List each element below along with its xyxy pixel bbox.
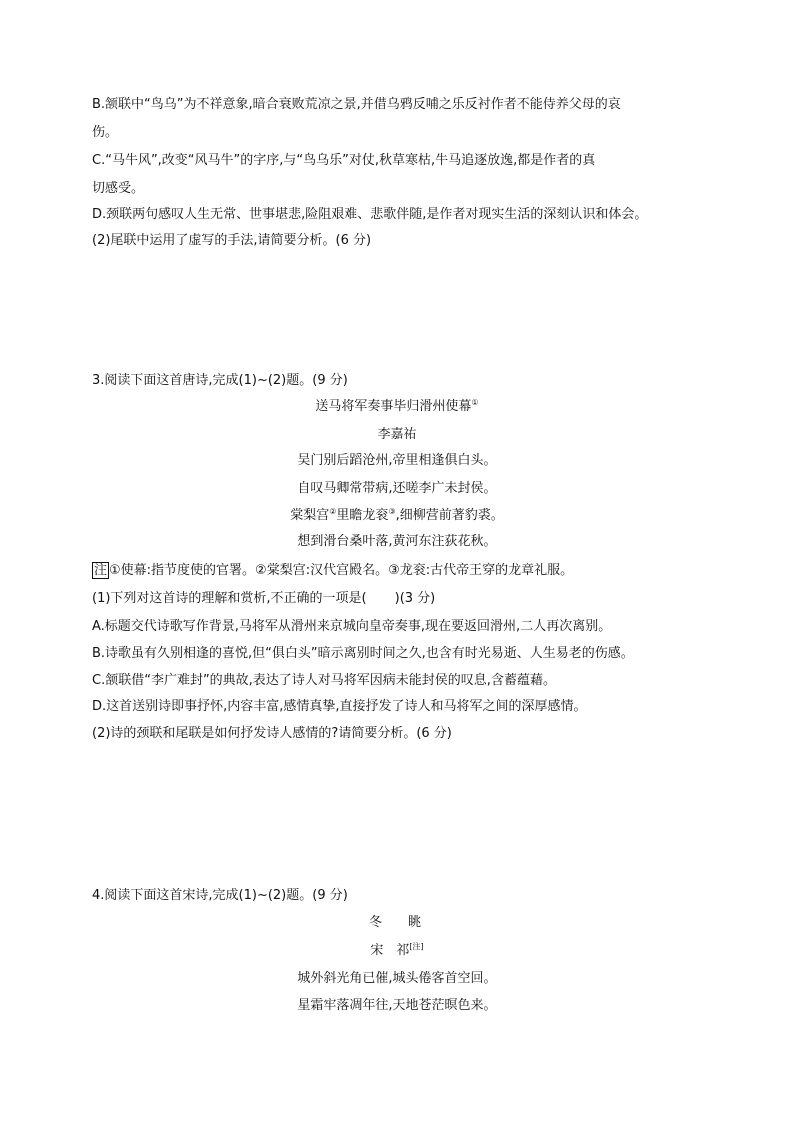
q3-sub1-text-b: )(3 分) xyxy=(394,591,436,606)
q4-prompt: 4.阅读下面这首宋诗,完成(1)~(2)题。(9 分) xyxy=(92,888,348,903)
q2-option-b-line2: 伤。 xyxy=(92,125,119,140)
q3-poem-line-4: 想到滑台桑叶落,黄河东注荻花秋。 xyxy=(297,534,497,549)
q3-line3-note-b: ③ xyxy=(388,507,396,516)
q3-notes xyxy=(92,562,573,580)
q3-poem-title xyxy=(0,398,794,416)
q4-author-text: 宋 祁 xyxy=(370,943,410,958)
q3-note-label: 注 xyxy=(94,563,108,578)
q3-line3-part-c: ,细柳营前著豹裘。 xyxy=(395,508,504,523)
q4-poem-author xyxy=(0,942,794,960)
q3-poem-line-3 xyxy=(0,507,794,525)
q3-sub1-text-a: (1)下列对这首诗的理解和赏析,不正确的一项是( xyxy=(92,591,367,606)
q3-option-b: B.诗歌虽有久别相逢的喜悦,但“俱白头”暗示离别时间之久,也含有时光易逝、人生易老的伤感。 xyxy=(92,646,634,661)
q3-sub-question-1 xyxy=(92,590,435,608)
q2-sub-question-2: (2)尾联中运用了虚写的手法,请简要分析。(6 分) xyxy=(92,233,372,248)
q3-option-d: D.这首送别诗即事抒怀,内容丰富,感情真挚,直接抒发了诗人和马将军之间的深厚感情。 xyxy=(92,699,587,714)
q3-title-note-mark: ① xyxy=(471,398,479,407)
q3-line3-part-b: 里瞻龙衮 xyxy=(336,508,389,523)
q4-poem-title: 冬 眺 xyxy=(368,915,421,930)
q3-prompt: 3.阅读下面这首唐诗,完成(1)~(2)题。(9 分) xyxy=(92,373,348,388)
q2-option-c-line1: C.“马牛风”,改变“风马牛”的字序,与“鸟乌乐”对仗,秋草寒枯,牛马追逐放逸,都是作者的真 xyxy=(92,153,596,168)
q3-line3-note-a: ② xyxy=(329,507,337,516)
q2-option-c-line2: 切感受。 xyxy=(92,181,145,196)
q3-poem-author: 李嘉祐 xyxy=(377,427,417,442)
q3-line3-part-a: 棠梨宫 xyxy=(290,508,330,523)
q3-poem-line-2: 自叹马卿常带病,还嗟李广未封侯。 xyxy=(297,481,497,496)
q3-poem-title-text: 送马将军奏事毕归滑州使幕 xyxy=(315,399,472,414)
q2-option-d: D.颈联两句感叹人生无常、世事堪悲,险阻艰难、悲歌伴随,是作者对现实生活的深刻认识和体会。 xyxy=(92,207,648,222)
q3-poem-line-1: 吴门别后蹈沧州,帝里相逢俱白头。 xyxy=(297,453,497,468)
q3-sub-question-2: (2)诗的颈联和尾联是如何抒发诗人感情的?请简要分析。(6 分) xyxy=(92,726,452,741)
q2-option-b-line1: B.颔联中“鸟乌”为不祥意象,暗合衰败荒凉之景,并借乌鸦反哺之乐反衬作者不能侍养父母的哀 xyxy=(92,97,621,112)
q3-option-c: C.颔联借“李广难封”的典故,表达了诗人对马将军因病未能封侯的叹息,含蓄蕴藉。 xyxy=(92,673,556,688)
q4-poem-line-1: 城外斜光角已催,城头倦客首空回。 xyxy=(297,971,497,986)
q3-note-text: ①使幕:指节度使的官署。②棠梨宫:汉代宫殿名。③龙衮:古代帝王穿的龙章礼服。 xyxy=(109,563,574,578)
q4-author-note-mark: [注] xyxy=(409,942,424,951)
q4-poem-line-2: 星霜牢落凋年往,天地苍茫暝色来。 xyxy=(297,998,497,1013)
q3-option-a: A.标题交代诗歌写作背景,马将军从滑州来京城向皇帝奏事,现在要返回滑州,二人再次离别。 xyxy=(92,619,612,634)
